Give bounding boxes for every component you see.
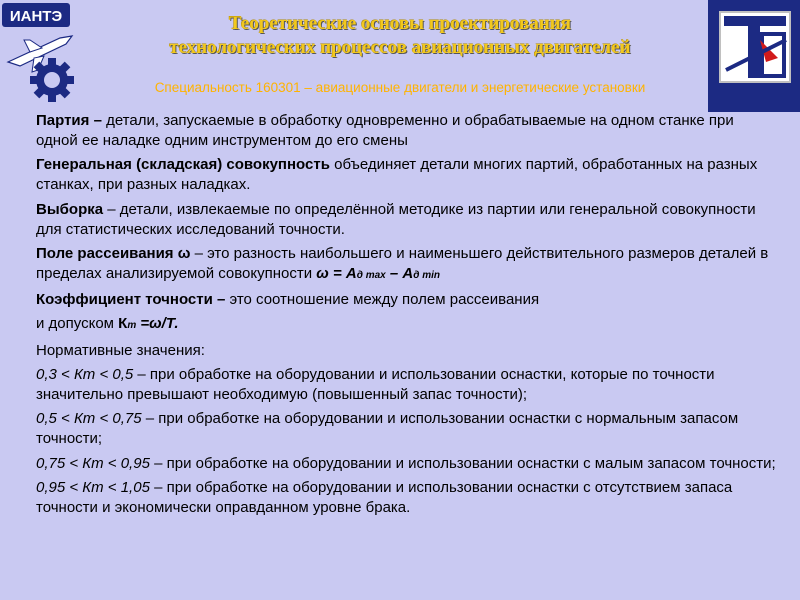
range-text: – при обработке на оборудовании и использовании оснастки с нормальным запасом точности; xyxy=(36,410,739,448)
range-1-value: 0,3 < Кт < 0,5 xyxy=(36,366,134,384)
faculty-emblem xyxy=(708,0,800,112)
term-accuracy-coefficient: Коэффициент точности – xyxy=(36,291,226,309)
definition-text: объединяет детали многих партий, обработанных на разных станках, при разных наладках. xyxy=(36,156,758,194)
slide-header xyxy=(0,0,800,112)
range-2-value: 0,5 < Кт < 0,75 xyxy=(36,410,142,428)
formula-sub-max: д max xyxy=(356,269,386,281)
normative-values-heading: Нормативные значения: xyxy=(36,341,205,359)
definition-sample xyxy=(36,200,776,240)
definition-general-population xyxy=(36,155,776,195)
range-4-value: 0,95 < Кт < 1,05 xyxy=(36,478,150,496)
slide-title xyxy=(100,12,700,60)
formula-omega: ω = А xyxy=(316,264,357,282)
title-line-1: Теоретические основы проектирования xyxy=(228,13,571,34)
range-text: – при обработке на оборудовании и использовании оснастки с отсутствием запаса точности и экономически оправданном уровне брака. xyxy=(36,478,733,516)
definition-text: детали, запускаемые в обработку одновременно и обрабатываемые на одном станке при одной ее наладке одним инструментом до его смены xyxy=(36,112,734,149)
definition-text: – детали, извлекаемые по определённой методике из партии или генеральной совокупности для статистических исследований точности. xyxy=(36,200,756,238)
formula-k: К xyxy=(118,315,128,333)
formula-intro: и допуском xyxy=(36,315,119,333)
formula-minus: – А xyxy=(385,264,414,282)
range-4 xyxy=(36,478,776,518)
definition-text: – это разность наибольшего и наименьшего действительного размеров деталей в пределах анализируемой совокупности xyxy=(36,244,769,282)
range-2 xyxy=(36,409,776,449)
institute-logo xyxy=(0,0,92,110)
definition-scatter-field xyxy=(36,244,776,286)
range-1 xyxy=(36,365,776,405)
term-sample: Выборка xyxy=(36,200,104,218)
specialty-subtitle: Специальность 160301 – авиационные двигатели и энергетические установки xyxy=(154,80,646,95)
range-3 xyxy=(36,454,776,474)
term-scatter-field: Поле рассеивания ω xyxy=(36,244,191,262)
range-text: – при обработке на оборудовании и использовании оснастки, которые по точности значительно превышают необходимую (повышенный запас точности); xyxy=(36,366,715,404)
term-party: Партия – xyxy=(36,112,102,129)
emblem-icon xyxy=(708,0,800,112)
formula-k-sub: т xyxy=(127,320,137,332)
tolerance-formula xyxy=(36,314,776,336)
range-3-value: 0,75 < Кт < 0,95 xyxy=(36,454,150,472)
formula-k-value: =ω/Т. xyxy=(136,315,179,333)
formula-sub-min: д min xyxy=(413,269,440,281)
title-line-2: технологических процессов авиационных двигателей xyxy=(169,37,631,58)
slide-body xyxy=(36,111,776,522)
definition-text: это соотношение между полем рассеивания xyxy=(225,291,540,309)
range-text: – при обработке на оборудовании и использовании оснастки с малым запасом точности; xyxy=(149,454,776,472)
definition-accuracy-coefficient xyxy=(36,290,776,310)
logo-text: ИАНТЭ xyxy=(9,8,63,25)
term-general-population: Генеральная (складская) совокупность xyxy=(36,156,330,174)
definition-party xyxy=(36,111,776,151)
airplane-gear-icon xyxy=(0,0,92,110)
